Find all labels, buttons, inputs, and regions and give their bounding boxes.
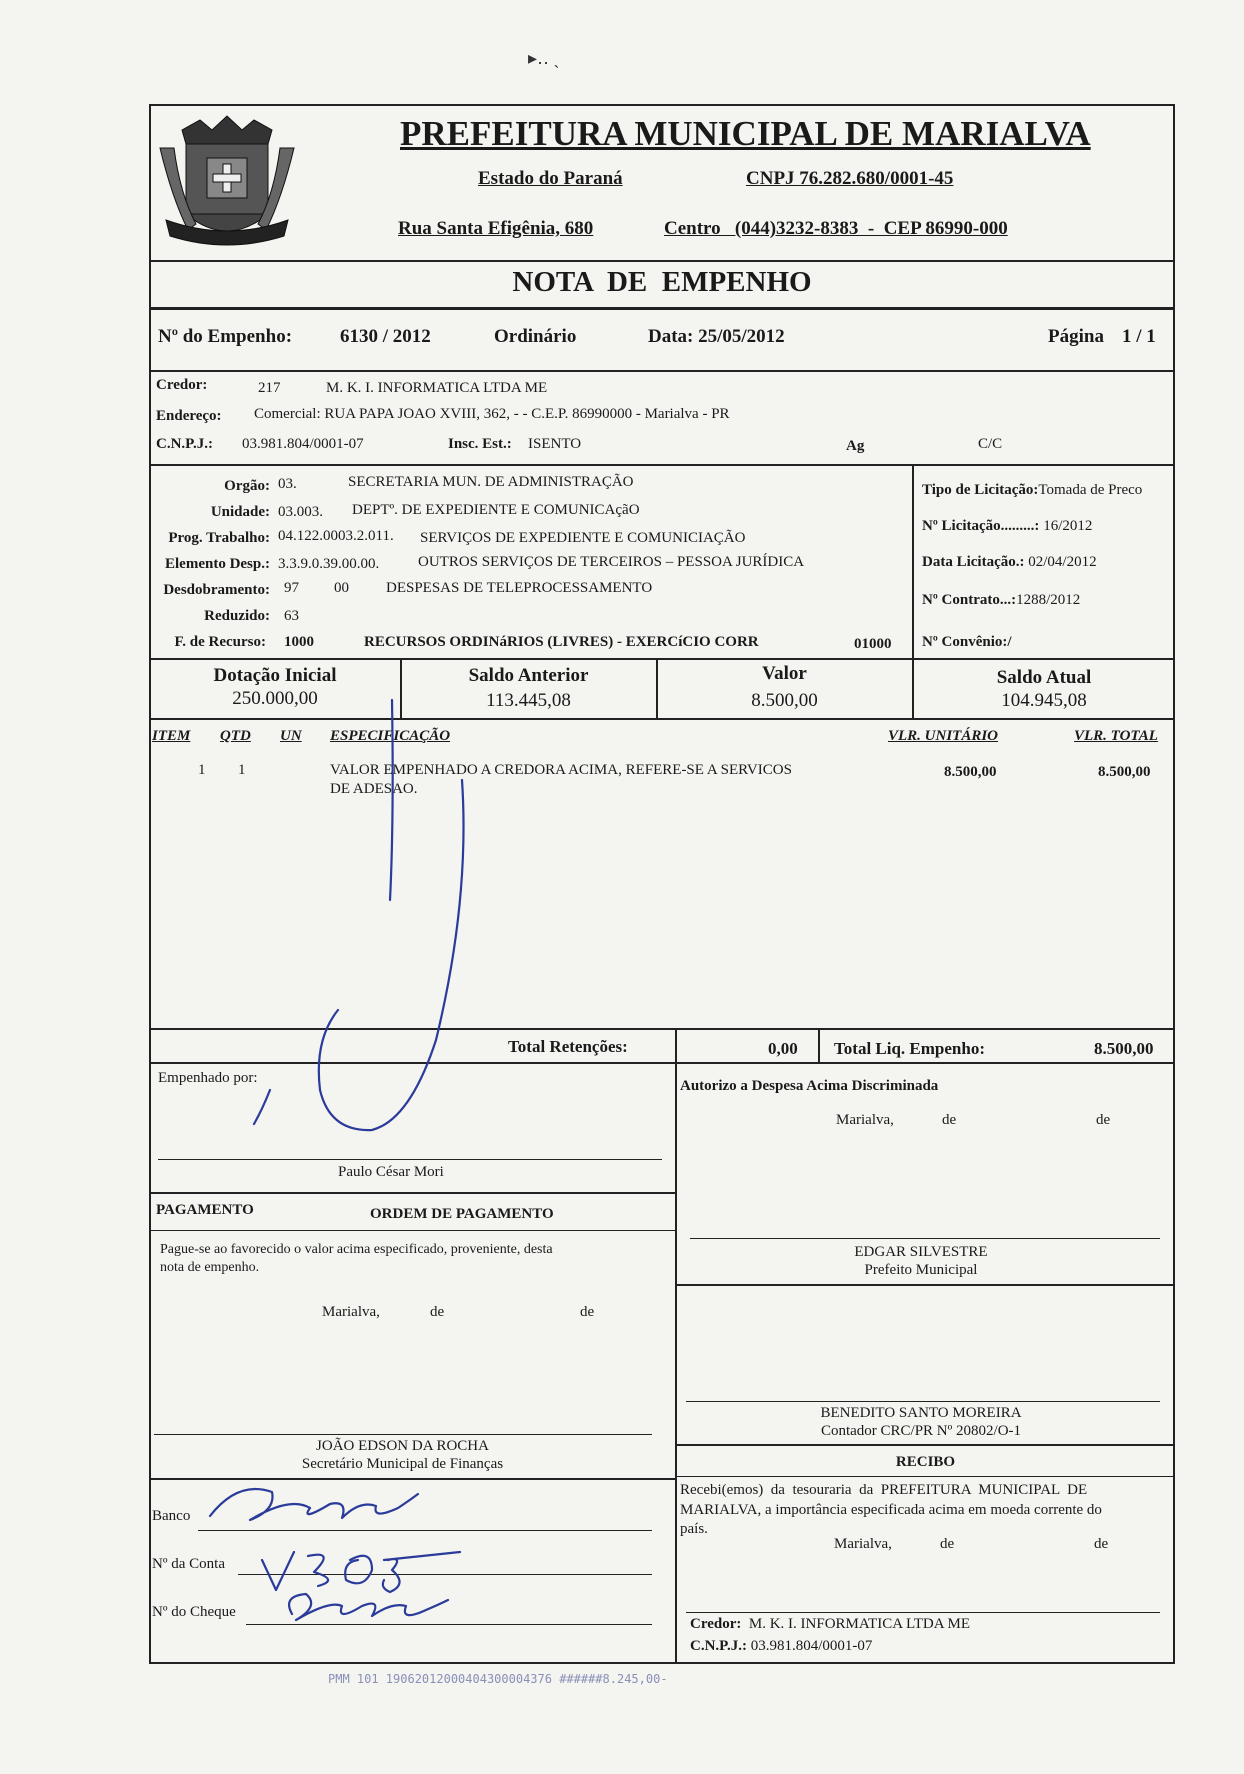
recibo-credor-label: Credor: [690,1616,742,1632]
dotacao-inicial-value: 250.000,00 [232,688,318,709]
col-total: VLR. TOTAL [1074,728,1158,744]
recibo-label: RECIBO [895,1454,956,1470]
cnpj-label: CNPJ 76.282.680/0001-45 [746,168,954,189]
col-qtd: QTD [220,728,251,744]
valor-value: 8.500,00 [751,690,818,711]
dotacao-inicial-label: Dotação Inicial [213,665,337,686]
num-licitacao-value: 16/2012 [1043,518,1093,534]
data-licitacao-value: 02/04/2012 [1028,554,1097,570]
tipo-licitacao-label-text: Tipo de Licitação: [922,482,1039,498]
ordem-label: ORDEM DE PAGAMENTO [370,1206,554,1222]
row-spec-1: VALOR EMPENHADO A CREDORA ACIMA, REFERE-SE A SERVICOS [330,762,792,778]
pague-de-1: de [430,1304,445,1320]
insc-label: Insc. Est.: [448,436,512,452]
conta-label: Nº da Conta [152,1556,225,1572]
liquido-label: Total Liq. Empenho: [834,1039,985,1058]
prefeito-nome: EDGAR SILVESTRE [854,1244,988,1260]
desd-code1: 97 [284,580,299,596]
valor-label: Valor [762,663,807,684]
empenho-type: Ordinário [494,326,577,347]
desd-code2: 00 [334,580,349,596]
banco-label: Banco [152,1508,191,1524]
contador-cargo: Contador CRC/PR Nº 20802/O-1 [820,1423,1022,1439]
autorizo-marialva: Marialva, [836,1112,894,1128]
unidade-label: Unidade: [210,504,270,520]
insc-value: ISENTO [528,436,582,452]
page-number: 1 / 1 [1122,326,1156,347]
col-un: UN [280,728,302,744]
recibo-cnpj-value: 03.981.804/0001-07 [750,1638,873,1654]
secretario-cargo: Secretário Municipal de Finanças [301,1456,504,1472]
recurso-code: 1000 [284,634,314,650]
pague-de-2: de [580,1304,595,1320]
saldo-atual-value: 104.945,08 [1001,690,1087,711]
page-label: Página [1048,326,1104,347]
empenhado-nome: Paulo César Mori [338,1164,444,1180]
row-spec-2: DE ADESAO. [330,781,418,797]
contador-nome: BENEDITO SANTO MOREIRA [820,1405,1022,1421]
autorizo-de-2: de [1096,1112,1111,1128]
recibo-text-2: MARIALVA, a importância especificada acima em moeda corrente do [680,1502,1102,1518]
scan-mark: ▸‥ ˏ [528,48,560,68]
col-unit: VLR. UNITÁRIO [888,728,999,744]
data-licitacao-label: Data Licitação.: [922,554,1025,570]
recurso-label: F. de Recurso: [174,634,266,650]
prefeito-cargo: Prefeito Municipal [864,1262,978,1278]
tipo-licitacao-value: Tomada de Preco [1038,482,1143,498]
saldo-anterior-value: 113.445,08 [486,690,571,711]
liquido-value: 8.500,00 [1094,1039,1154,1058]
credor-name: M. K. I. INFORMATICA LTDA ME [326,380,548,396]
street-label: Rua Santa Efigênia, 680 [398,218,594,239]
state-label: Estado do Paraná [478,168,623,189]
elem-code: 3.3.9.0.39.00.00. [278,556,380,572]
elem-name: OUTROS SERVIÇOS DE TERCEIROS – PESSOA JURÍDICA [418,554,805,570]
row-item: 1 [198,762,206,778]
recibo-cnpj-label: C.N.P.J.: [690,1638,747,1654]
address-label: Endereço: [156,408,222,424]
desd-name: DESPESAS DE TELEPROCESSAMENTO [386,580,653,596]
contrato-label: Nº Contrato...: [922,592,1017,608]
secretario-nome: JOÃO EDSON DA ROCHA [316,1438,489,1454]
cheque-label: Nº do Cheque [152,1604,236,1620]
orgao-code: 03. [278,476,297,492]
page-title: PREFEITURA MUNICIPAL DE MARIALVA [400,114,1091,153]
orgao-name: SECRETARIA MUN. DE ADMINISTRAÇÃO [348,474,634,490]
recurso-code2: 01000 [854,636,892,652]
pague-marialva: Marialva, [322,1304,380,1320]
desd-label: Desdobramento: [163,582,270,598]
empenho-label: Nº do Empenho: [158,326,293,347]
recibo-marialva: Marialva, [834,1536,892,1552]
prog-code: 04.122.0003.2.011. [278,528,394,544]
recibo-de-1: de [940,1536,955,1552]
pague-text-2: nota de empenho. [160,1260,260,1275]
prog-label: Prog. Trabalho: [168,530,270,546]
contrato-value: 1288/2012 [1016,592,1081,608]
autorizo-label: Autorizo a Despesa Acima Discriminada [680,1078,939,1094]
doc-title: NOTA DE EMPENHO [512,266,812,298]
recibo-de-2: de [1094,1536,1109,1552]
recibo-credor-nome: M. K. I. INFORMATICA LTDA ME [748,1616,971,1632]
recibo-text-3: país. [680,1521,708,1537]
pague-text-1: Pague-se ao favorecido o valor acima especificado, proveniente, desta [160,1242,553,1257]
reduzido-code: 63 [284,608,299,624]
unidade-code: 03.003. [278,504,323,520]
pagamento-label: PAGAMENTO [156,1202,254,1218]
saldo-atual-label: Saldo Atual [996,667,1092,688]
prog-name: SERVIÇOS DE EXPEDIENTE E COMUNICIAÇÃO [420,530,746,546]
empenho-date: Data: 25/05/2012 [648,326,785,347]
row-total: 8.500,00 [1098,764,1151,780]
cnpj-field-label: C.N.P.J.: [156,436,213,452]
col-spec: ESPECIFICAÇÃO [330,728,451,744]
row-unit: 8.500,00 [944,764,997,780]
credor-cnpj: 03.981.804/0001-07 [242,436,364,452]
saldo-anterior-label: Saldo Anterior [468,665,589,686]
autorizo-de-1: de [942,1112,957,1128]
row-qtd: 1 [238,762,246,778]
unidade-name: DEPTº. DE EXPEDIENTE E COMUNICAçãO [352,502,640,518]
convenio-label: Nº Convênio:/ [922,634,1012,650]
reduzido-label: Reduzido: [204,608,270,624]
num-licitacao-label: Nº Licitação.........: [922,518,1040,534]
empenho-number: 6130 / 2012 [340,326,431,347]
retencoes-label: Total Retenções: [508,1037,628,1056]
elem-label: Elemento Desp.: [165,556,270,572]
empenhado-label: Empenhado por: [158,1070,258,1086]
cc-label: C/C [978,436,1003,452]
footer-stamp: PMM 101 19062012000404300004376 ######8.245,00- [328,1672,668,1686]
recibo-text-1: Recebi(emos) da tesouraria da PREFEITURA MUNICIPAL DE [680,1482,1088,1498]
ag-label: Ag [846,438,865,454]
retencoes-value: 0,00 [768,1039,798,1058]
recurso-name: RECURSOS ORDINáRIOS (LIVRES) - EXERCíCIO CORR [364,634,759,650]
orgao-label: Orgão: [224,478,270,494]
credor-label: Credor: [156,377,208,393]
address-rest-label: Centro (044)3232-8383 - CEP 86990-000 [664,218,1008,239]
credor-address: Comercial: RUA PAPA JOAO XVIII, 362, - - C.E.P. 86990000 - Marialva - PR [254,406,730,422]
col-item: ITEM [152,728,191,744]
credor-code: 217 [258,380,281,396]
